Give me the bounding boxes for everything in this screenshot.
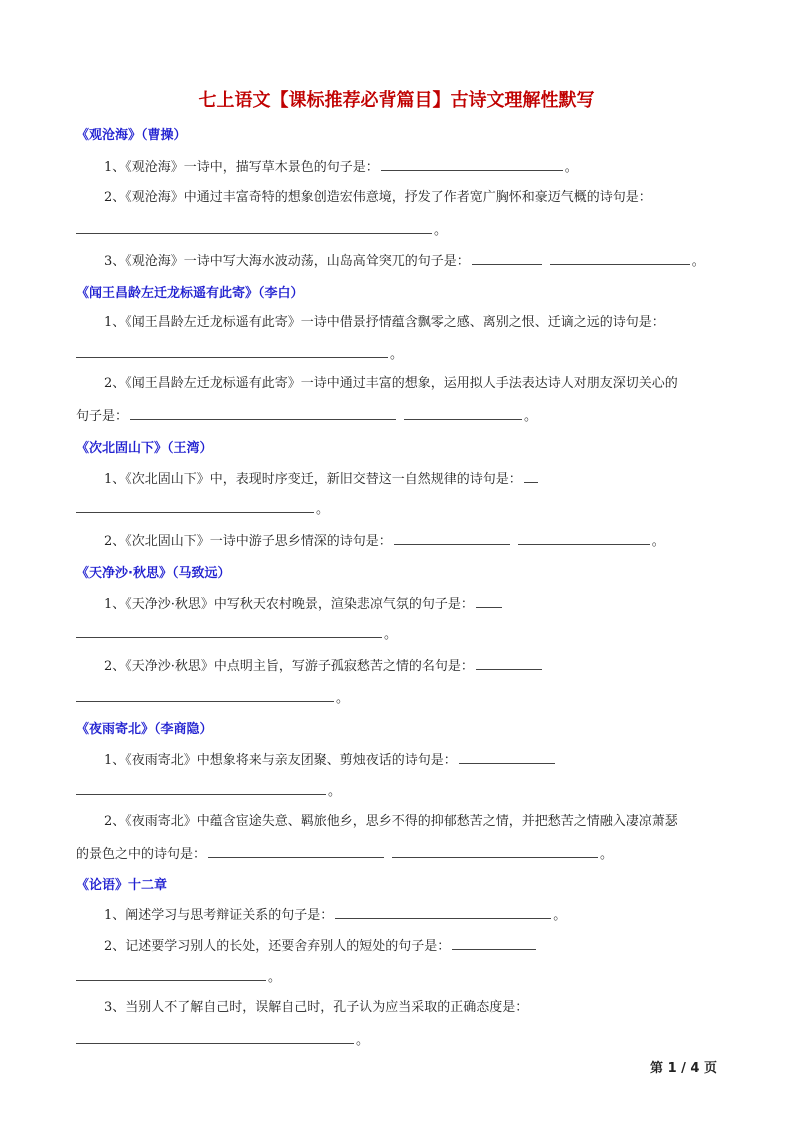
poem-author: （李商隐） [154,722,213,737]
section-heading [76,562,230,581]
answer-blank[interactable] [404,406,522,420]
question-text: 1、《观沧海》一诗中，描写草木景色的句子是： [104,160,379,175]
page-title: 七上语文【课标推荐必背篇目】古诗文理解性默写 [198,90,595,111]
question-line [104,813,678,831]
answer-blank[interactable] [335,905,551,919]
poem-title: 《次北固山下》 [76,441,168,456]
answer-blank[interactable] [76,344,388,358]
answer-blank[interactable] [76,624,382,638]
question-text: 2、《闻王昌龄左迁龙标遥有此寄》一诗中通过丰富的想象，运用拟人手法表达诗人对朋友深切关心的 [104,376,678,391]
question-line [104,314,665,332]
question-text: 3、《观沧海》一诗中写大海水波动荡，山岛高耸突兀的句子是： [104,254,470,269]
answer-line: 。 [76,344,403,364]
question-text: 2、《观沧海》中通过丰富奇特的想象创造宏伟意境，抒发了作者宽广胸怀和豪迈气概的诗句是： [104,190,652,205]
answer-blank[interactable] [76,1030,354,1044]
question-line [104,936,538,956]
answer-line: 。 [76,1030,369,1050]
question-line: 1、《观沧海》一诗中，描写草木景色的句子是： 。 [104,157,578,177]
section-heading [76,124,187,143]
question-text: 1、《次北固山下》中，表现时序变迁，新旧交替这一自然规律的诗句是： [104,472,522,487]
question-text: 3、当别人不了解自己时，误解自己时，孔子认为应当采取的正确态度是： [104,1000,529,1015]
question-text: 1、《闻王昌龄左迁龙标遥有此寄》一诗中借景抒情蕴含飘零之感、离别之恨、迁谪之远的诗句是： [104,315,665,330]
answer-blank[interactable] [381,157,563,171]
question-text: 的景色之中的诗句是： [76,847,207,862]
section-heading [76,874,167,893]
question-line [104,469,540,489]
answer-line: 。 [76,499,329,519]
question-line [104,656,544,676]
answer-blank[interactable] [452,936,536,950]
question-line: 1、阐述学习与思考辩证关系的句子是： 。 [104,905,566,925]
question-text: 2、记述要学习别人的长处，还要舍弃别人的短处的句子是： [104,939,451,954]
poem-title: 《闻王昌龄左迁龙标遥有此寄》 [76,286,259,301]
question-text: 2、《次北固山下》一诗中游子思乡情深的诗句是： [104,534,392,549]
answer-line: 。 [76,220,447,240]
poem-title: 《观沧海》 [76,128,142,143]
poem-author: （王湾） [167,441,213,456]
answer-blank[interactable] [459,750,555,764]
question-text: 1、《天净沙·秋思》中写秋天农村晚景，渲染悲凉气氛的句子是： [104,597,474,612]
answer-blank[interactable] [208,844,384,858]
question-line: 句子是： 。 [76,406,537,426]
poem-title: 《天净沙·秋思》 [76,566,172,581]
answer-blank[interactable] [476,594,502,608]
question-text: 1、阐述学习与思考辩证关系的句子是： [104,908,334,923]
answer-blank[interactable] [394,531,510,545]
question-text: 2、《天净沙·秋思》中点明主旨，写游子孤寂愁苦之情的名句是： [104,659,474,674]
section-heading [76,282,304,301]
question-text: 句子是： [76,409,129,424]
answer-blank[interactable] [76,967,266,981]
answer-blank[interactable] [130,406,396,420]
answer-blank[interactable] [76,499,314,513]
answer-blank[interactable] [518,531,650,545]
poem-title: 《夜雨寄北》 [76,722,155,737]
question-line: 的景色之中的诗句是： 。 [76,844,613,864]
answer-blank[interactable] [76,781,326,795]
answer-blank[interactable] [524,469,538,483]
answer-line: 。 [76,967,281,987]
answer-blank[interactable] [76,688,334,702]
question-line: 3、《观沧海》一诗中写大海水波动荡，山岛高耸突兀的句子是： 。 [104,251,705,271]
question-text: 1、《夜雨寄北》中想象将来与亲友团聚、剪烛夜话的诗句是： [104,753,457,768]
question-line [104,375,678,393]
poem-author: 十二章 [128,878,168,893]
section-heading [76,437,213,456]
answer-line: 。 [76,688,349,708]
answer-blank[interactable] [550,251,690,265]
section-heading [76,718,213,737]
answer-blank[interactable] [392,844,598,858]
question-text: 2、《夜雨寄北》中蕴含宦途失意、羁旅他乡，思乡不得的抑郁愁苦之情，并把愁苦之情融入凄凉萧瑟 [104,814,678,829]
question-line [104,750,557,770]
poem-author: （马致远） [171,566,231,581]
question-line: 2、《次北固山下》一诗中游子思乡情深的诗句是： 。 [104,531,665,551]
poem-author: （曹操） [141,128,187,143]
answer-blank[interactable] [476,656,542,670]
poem-title: 《论语》 [76,878,129,893]
page-number: 第 1 / 4 页 [650,1061,717,1076]
answer-line: 。 [76,781,341,801]
question-line [104,189,652,207]
question-line [104,999,528,1017]
poem-author: （李白） [258,286,304,301]
answer-line: 。 [76,624,397,644]
question-line [104,594,504,614]
answer-blank[interactable] [76,220,432,234]
answer-blank[interactable] [472,251,542,265]
